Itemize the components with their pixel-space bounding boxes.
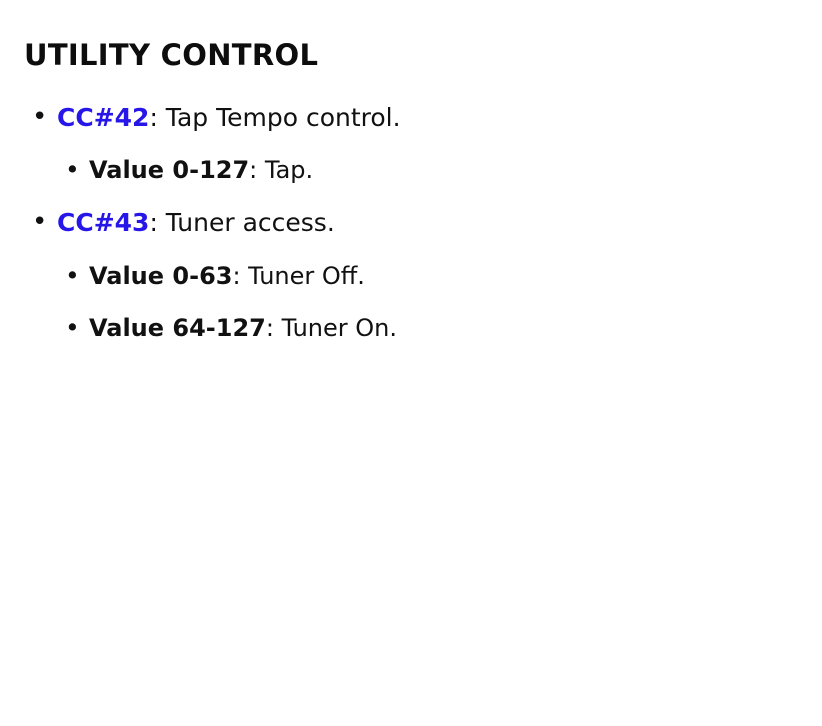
list-item-text: : Tuner Off. bbox=[232, 261, 365, 290]
cc-number-label: CC#43 bbox=[57, 208, 150, 238]
sub-list bbox=[57, 155, 798, 185]
page-title: UTILITY CONTROL bbox=[24, 38, 319, 72]
cc-number-label: CC#42 bbox=[57, 103, 150, 132]
sub-list bbox=[57, 261, 798, 343]
list-item-text: : Tuner access. bbox=[149, 208, 335, 238]
list-item bbox=[24, 207, 798, 342]
utility-control-list bbox=[24, 102, 798, 343]
list-item-text: : Tap Tempo control. bbox=[149, 103, 401, 132]
list-item bbox=[57, 261, 798, 291]
list-item bbox=[24, 102, 798, 185]
value-range-label: Value 64-127 bbox=[89, 313, 266, 342]
value-range-label: Value 0-63 bbox=[89, 261, 233, 290]
list-item-text: : Tuner On. bbox=[265, 313, 398, 342]
document-page bbox=[0, 0, 822, 343]
list-item bbox=[57, 155, 798, 185]
value-range-label: Value 0-127 bbox=[89, 156, 250, 185]
list-item-text: : Tap. bbox=[249, 156, 314, 185]
list-item bbox=[57, 313, 798, 343]
